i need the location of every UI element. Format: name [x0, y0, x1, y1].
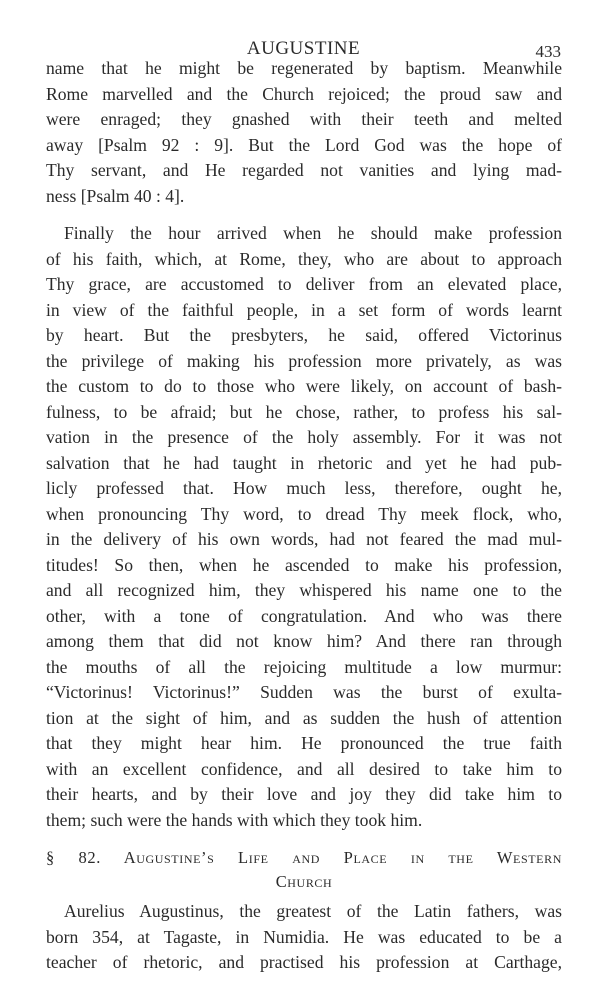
text-line: Rome marvelled and the Church rejoiced; the proud saw and — [46, 83, 562, 104]
section-heading-line-1: § 82. Augustine’s Life and Place in the Western — [46, 848, 562, 867]
text-line: teacher of rhetoric, and practised his profession at Carthage, — [46, 952, 562, 972]
text-line: among them that did not know him? And there ran through — [46, 631, 562, 651]
page-number: 433 — [535, 42, 561, 61]
text-line: Finally the hour arrived when he should make profession — [64, 223, 562, 243]
text-line: the custom to do to those who were likely, on account of bash- — [46, 376, 562, 396]
text-line: were enraged; they gnashed with their teeth and melted — [46, 109, 562, 129]
text-line: Thy grace, are accustomed to deliver from an elevated place, — [46, 274, 562, 294]
paragraph-2 — [46, 221, 562, 833]
section-heading-line-2: Church — [275, 872, 333, 891]
text-line: by heart. But the presbyters, he said, offered Victorinus — [46, 325, 562, 345]
text-line: away [Psalm 92 : 9]. But the Lord God was the hope of — [46, 134, 562, 155]
paragraph-1 — [46, 56, 562, 209]
text-line: born 354, at Tagaste, in Numidia. He was educated to be a — [46, 926, 562, 947]
text-line: of his faith, which, at Rome, they, who are about to approach — [46, 248, 562, 269]
paragraph-3 — [46, 899, 562, 976]
text-line: their hearts, and by their love and joy they did take him to — [46, 784, 562, 804]
text-line: tion at the sight of him, and as sudden the hush of attention — [46, 707, 562, 728]
text-line: titudes! So then, when he ascended to make his profession, — [46, 554, 562, 575]
text-line: vation in the presence of the holy assembly. For it was not — [46, 427, 562, 447]
section-heading — [46, 846, 562, 894]
text-line: other, with a tone of congratulation. And who was there — [46, 605, 562, 626]
text-line: licly professed that. How much less, therefore, ought he, — [46, 478, 562, 498]
text-line: Aurelius Augustinus, the greatest of the Latin fathers, was — [64, 901, 562, 921]
text-line: fulness, to be afraid; but he chose, rather, to profess his sal- — [46, 401, 562, 422]
text-line: them; such were the hands with which they took him. — [46, 809, 423, 830]
text-line: salvation that he had taught in rhetoric and yet he had pub- — [46, 452, 562, 473]
text-line: the mouths of all the rejoicing multitude a low murmur: — [46, 656, 562, 677]
text-line: “Victorinus! Victorinus!” Sudden was the burst of exulta- — [46, 682, 562, 702]
running-title: AUGUSTINE — [246, 38, 361, 59]
text-line: that they might hear him. He pronounced the true faith — [46, 733, 562, 753]
text-line: name that he might be regenerated by baptism. Meanwhile — [46, 58, 562, 78]
text-line: in the delivery of his own words, had not feared the mad mul- — [46, 529, 562, 549]
text-line: and all recognized him, they whispered his name one to the — [46, 580, 562, 600]
text-line: ness [Psalm 40 : 4]. — [46, 185, 185, 206]
text-line: with an excellent confidence, and all desired to take him to — [46, 758, 562, 779]
text-line: in view of the faithful people, in a set form of words learnt — [46, 299, 562, 320]
text-line: the privilege of making his profession more privately, as was — [46, 350, 562, 371]
text-line: when pronouncing Thy word, to dread Thy meek flock, who, — [46, 503, 562, 524]
text-line: Thy servant, and He regarded not vanities and lying mad- — [46, 160, 562, 180]
